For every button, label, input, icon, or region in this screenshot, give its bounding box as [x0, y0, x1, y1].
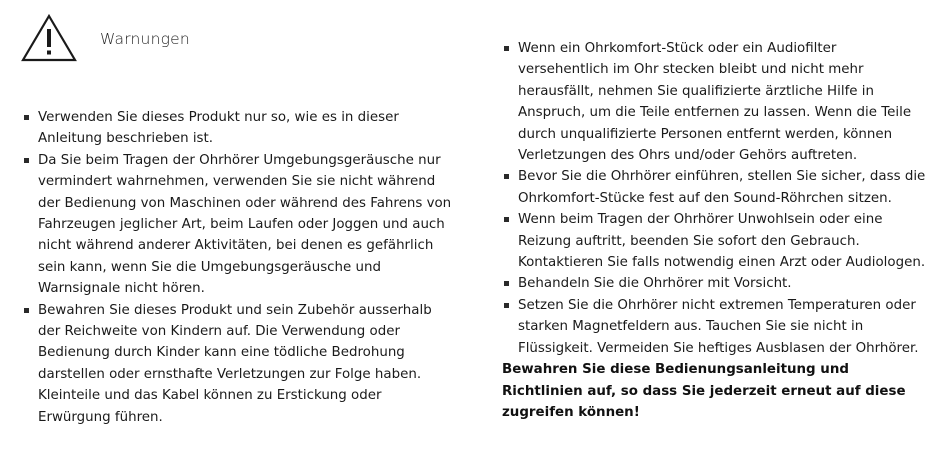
warnings-list-right	[502, 38, 930, 359]
list-item: Da Sie beim Tragen der Ohrhörer Umgebungsgeräusche nur vermindert wahrnehmen, verwenden Sie sie nicht während der Bedienung von Maschinen oder während des Fahrens von Fahrzeugen jeglicher Art, beim Laufen oder Joggen und auch nicht während anderer Aktivitäten, bei denen es gefährlich sein kann, wenn Sie die Umgebungsgeräusche und Warnsignale nicht hören.	[22, 150, 452, 300]
list-item: Bewahren Sie dieses Produkt und sein Zubehör ausserhalb der Reichweite von Kindern auf. Die Verwendung oder Bedienung durch Kinder kann eine tödliche Bedrohung darstellen oder ernsthafte Verletzungen zur Folge haben. Kleinteile und das Kabel können zu Erstickung oder Erwürgung führen.	[22, 300, 452, 428]
warnings-heading	[20, 12, 190, 64]
warnings-list-left	[22, 107, 452, 428]
list-item: Verwenden Sie dieses Produkt nur so, wie es in dieser Anleitung beschrieben ist.	[22, 107, 452, 150]
warning-triangle-icon	[20, 13, 78, 63]
list-item: Behandeln Sie die Ohrhörer mit Vorsicht.	[502, 273, 930, 294]
section-title: Warnungen	[100, 30, 190, 48]
list-item: Wenn beim Tragen der Ohrhörer Unwohlsein oder eine Reizung auftritt, beenden Sie sofort den Gebrauch. Kontaktieren Sie falls notwendig einen Arzt oder Audiologen.	[502, 209, 930, 273]
list-item: Wenn ein Ohrkomfort-Stück oder ein Audiofilter versehentlich im Ohr stecken bleibt und nicht mehr herausfällt, nehmen Sie qualifizierte ärztliche Hilfe in Anspruch, um die Teile entfernen zu lassen. Wenn die Teile durch unqualifizierte Personen entfernt werden, können Verletzungen des Ohrs und/oder Gehörs auftreten.	[502, 38, 930, 166]
left-column	[22, 107, 452, 428]
right-column	[502, 38, 930, 423]
list-item: Setzen Sie die Ohrhörer nicht extremen Temperaturen oder starken Magnetfeldern aus. Tauchen Sie sie nicht in Flüssigkeit. Vermeiden Sie heftiges Ausblasen der Ohrhörer.	[502, 295, 930, 359]
closing-note: Bewahren Sie diese Bedienungsanleitung und Richtlinien auf, so dass Sie jederzeit erneut auf diese zugreifen können!	[502, 362, 906, 420]
list-item: Bevor Sie die Ohrhörer einführen, stellen Sie sicher, dass die Ohrkomfort-Stücke fest auf den Sound-Röhrchen sitzen.	[502, 166, 930, 209]
